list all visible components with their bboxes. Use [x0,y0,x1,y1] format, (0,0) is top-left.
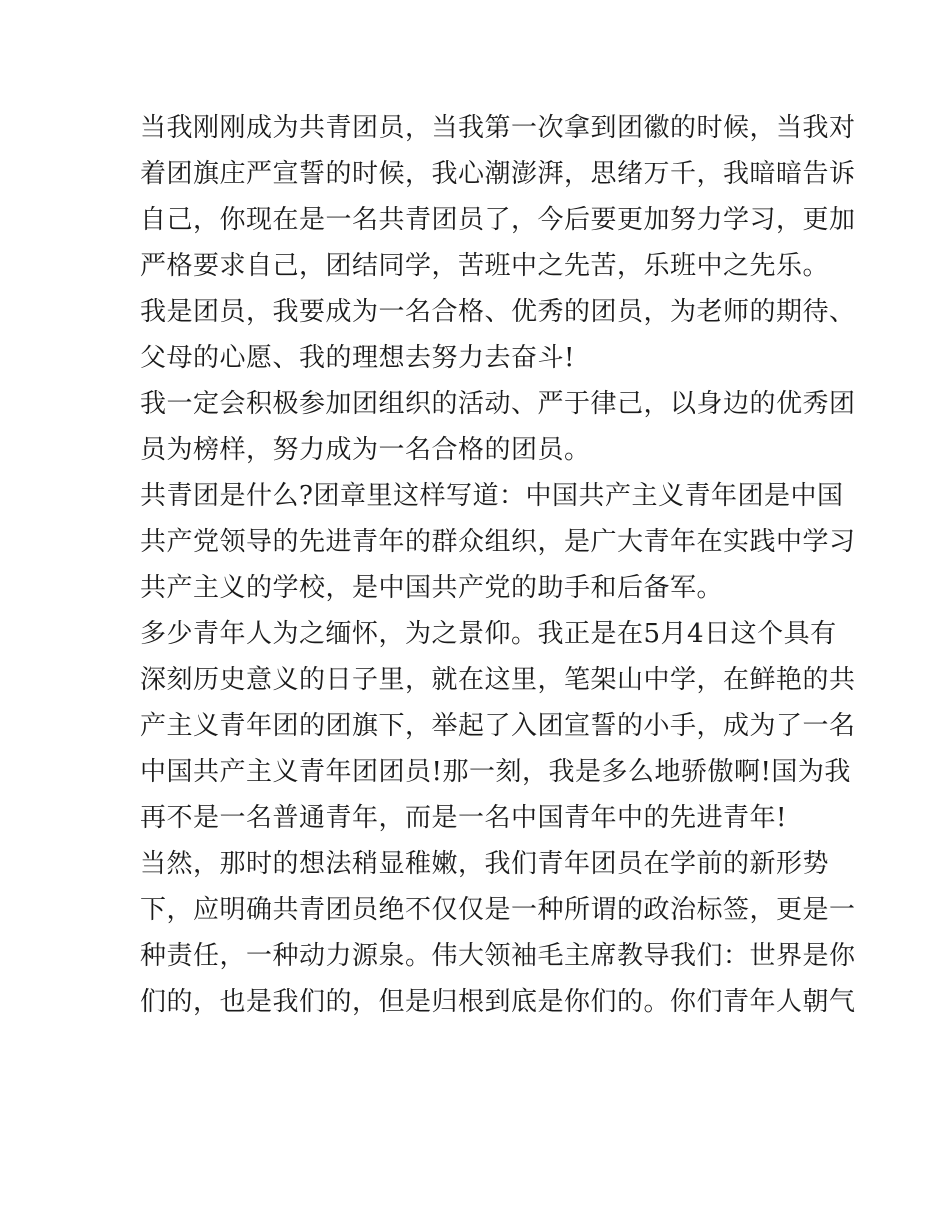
body-text [140,105,856,1025]
text-line: 们的，也是我们的，但是归根到底是你们的。你们青年人朝气 [140,987,856,1017]
text-line: 我一定会积极参加团组织的活动、严于律己，以身边的优秀团 [140,389,856,419]
text-line: 深刻历史意义的日子里，就在这里，笔架山中学，在鲜艳的共 [140,665,856,695]
text-line: 多少青年人为之缅怀，为之景仰。我正是在5月4日这个具有 [140,619,837,649]
text-line: 下，应明确共青团员绝不仅仅是一种所谓的政治标签，更是一 [140,895,856,925]
text-line: 父母的心愿、我的理想去努力去奋斗! [140,343,575,373]
text-line: 中国共产主义青年团团员!那一刻，我是多么地骄傲啊!国为我 [140,757,851,787]
text-line: 自己，你现在是一名共青团员了，今后要更加努力学习，更加 [140,205,856,235]
text-line: 共产主义的学校，是中国共产党的助手和后备军。 [140,573,724,603]
text-line: 再不是一名普通青年，而是一名中国青年中的先进青年! [140,803,787,833]
text-line: 产主义青年团的团旗下，举起了入团宣誓的小手，成为了一名 [140,711,856,741]
text-line: 共产党领导的先进青年的群众组织，是广大青年在实践中学习 [140,527,856,557]
text-line: 员为榜样，努力成为一名合格的团员。 [140,435,591,465]
text-line: 着团旗庄严宣誓的时候，我心潮澎湃，思绪万千，我暗暗告诉 [140,159,856,189]
text-line: 当然，那时的想法稍显稚嫩，我们青年团员在学前的新形势 [140,849,830,879]
text-line: 共青团是什么?团章里这样写道：中国共产主义青年团是中国 [140,481,844,511]
text-line: 我是团员，我要成为一名合格、优秀的团员，为老师的期待、 [140,297,856,327]
text-line: 当我刚刚成为共青团员，当我第一次拿到团徽的时候，当我对 [140,113,856,143]
text-line: 种责任，一种动力源泉。伟大领袖毛主席教导我们：世界是你 [140,941,856,971]
text-line: 严格要求自己，团结同学，苦班中之先苦，乐班中之先乐。 [140,251,830,281]
